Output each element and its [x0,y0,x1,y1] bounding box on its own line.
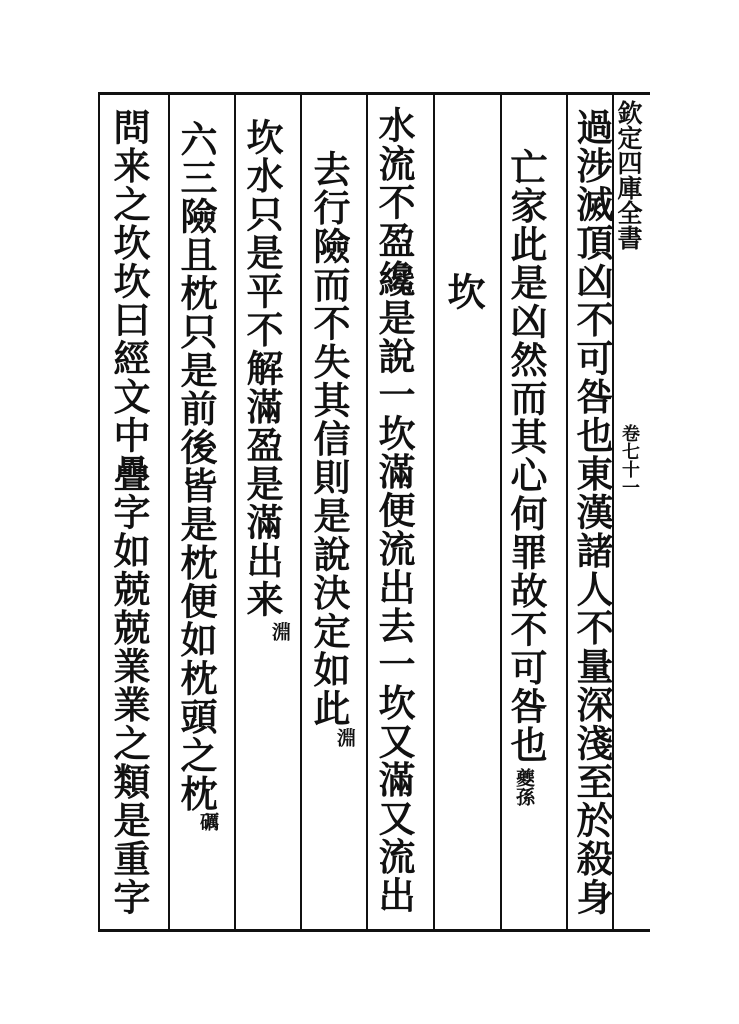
column-rule [366,92,368,929]
text-column-2: 亡家此是凶然而其心何罪故不可咎也 [504,148,548,764]
column-rule [566,92,568,929]
text-column-4: 水流不盈纔是說一坎滿便流出去一坎又滿又流出 [372,106,416,915]
column-rule [433,92,435,929]
attribution-note: 淵 [269,622,291,641]
column-rule [500,92,502,929]
attribution-note: 夔孫 [513,768,535,806]
text-column-1: 過涉滅頂凶不可咎也東漢諸人不量深淺至於殺身 [570,108,614,917]
attribution-note: 礪 [197,812,219,831]
column-rule [168,92,170,929]
column-rule [98,92,100,929]
text-column-6: 坎水只是平不解滿盈是滿出来 [240,118,284,619]
column-rule [300,92,302,929]
column-rule [234,92,236,929]
text-column-8: 問来之坎坎曰經文中疊字如兢兢業業之類是重字 [107,108,151,917]
text-column-5: 去行險而不失其信則是說決定如此 [307,150,351,728]
attribution-note: 淵 [334,728,356,747]
section-heading: 坎 [441,272,486,310]
juan-label: 卷七十一 [619,424,640,496]
text-column-7: 六三險且枕只是前後皆是枕便如枕頭之枕 [174,120,218,813]
book-title: 欽定四庫全書 [614,100,643,250]
